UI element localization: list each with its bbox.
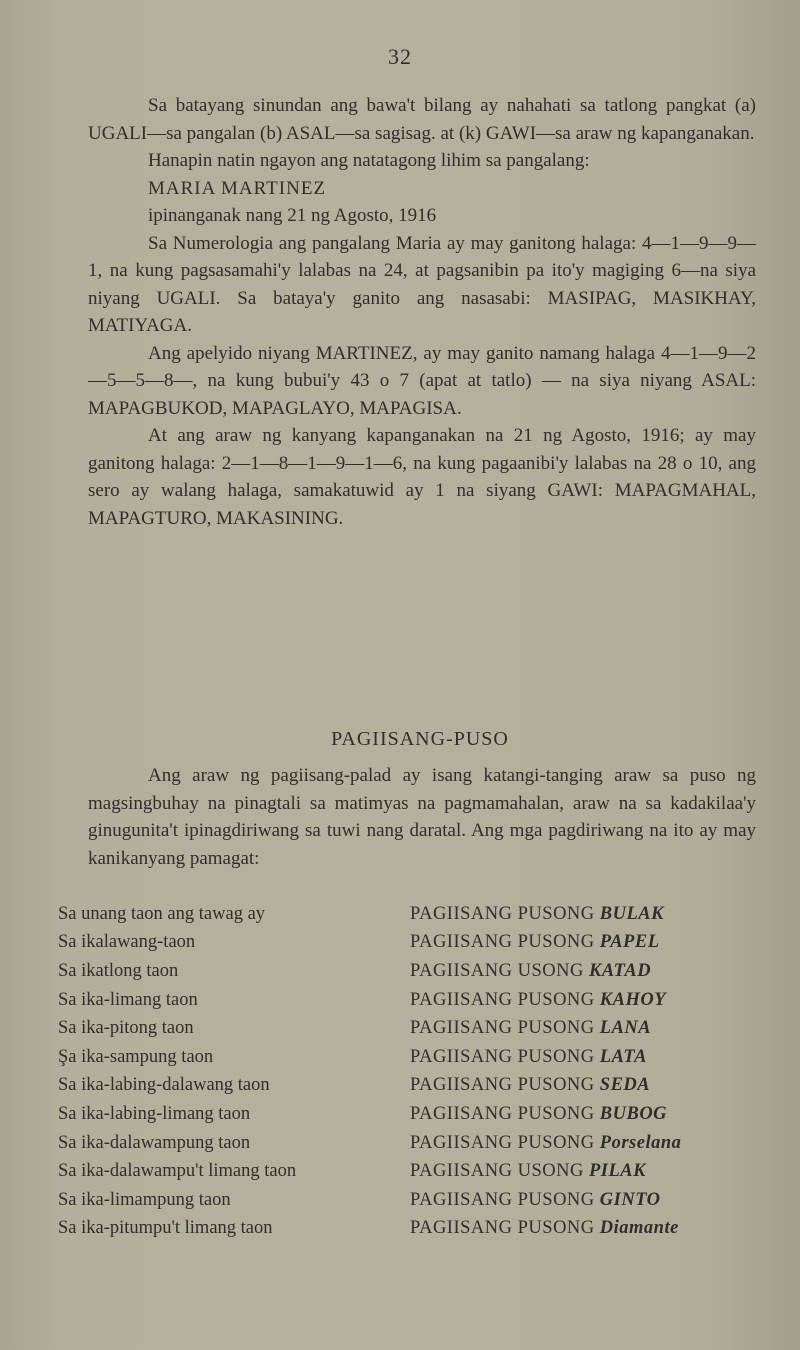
anniversary-row bbox=[58, 1186, 778, 1215]
anniversary-material: BULAK bbox=[599, 903, 664, 924]
anniversary-title bbox=[410, 961, 651, 982]
anniversary-material: SEDA bbox=[599, 1075, 651, 1096]
anniversary-row bbox=[58, 986, 778, 1015]
page-number: 32 bbox=[388, 44, 412, 69]
anniversary-material: Porselana bbox=[599, 1132, 682, 1153]
anniversary-year: Sa ika-labing-limang taon bbox=[58, 1103, 251, 1124]
anniversary-year: Şa ika-sampung taon bbox=[58, 1046, 214, 1067]
intro-paragraph-1: Sa batayang sinundan ang bawa't bilang ay nahahati sa tatlong pangkat (a) UGALI—sa pangalan (b) ASAL—sa sagisag. at (k) GAWI—sa araw ng kapanganakan. bbox=[88, 95, 756, 144]
anniversary-year: Sa ika-limampung taon bbox=[58, 1189, 231, 1210]
section-title: PAGIISANG-PUSO bbox=[331, 728, 509, 750]
section-body bbox=[88, 762, 756, 872]
anniversary-title bbox=[410, 1075, 650, 1096]
anniversary-year: Sa ikalawang-taon bbox=[58, 932, 196, 953]
anniversary-material: GINTO bbox=[599, 1189, 661, 1210]
anniversary-row bbox=[58, 957, 778, 986]
intro-paragraph-5: At ang araw ng kanyang kapanganakan na 21 ng Agosto, 1916; ay may ganitong halaga: 2—1—8—1—9—1—6, na kung pagaanibi'y lalabas na 28 o 10, ang sero ay walang halaga, samakatuwid ay 1 na siyang GAWI: MAPAGMAHAL, MAPAGTURO, MAKASINING. bbox=[88, 425, 756, 529]
example-name: MARIA MARTINEZ bbox=[148, 177, 327, 199]
intro-paragraph-2: Hanapin natin ngayon ang natatagong lihim sa pangalang: bbox=[148, 150, 590, 171]
anniversary-prefix: PAGIISANG USONG bbox=[410, 960, 584, 981]
anniversary-prefix: PAGIISANG PUSONG bbox=[410, 903, 595, 924]
intro-paragraph-3: Sa Numerologia ang pangalang Maria ay may ganitong halaga: 4—1—9—9—1, na kung pagsasamahi'y lalabas na 24, at pagsanibin pa ito'y magiging 6—na siya niyang UGALI. Sa bataya'y ganito ang nasasabi: MASIPAG, MASIKHAY, MATIYAGA. bbox=[88, 232, 756, 336]
anniversary-material: KATAD bbox=[588, 960, 652, 981]
anniversary-material: LANA bbox=[599, 1018, 652, 1039]
anniversary-title bbox=[410, 1218, 679, 1239]
anniversary-row bbox=[58, 900, 778, 929]
anniversary-title bbox=[410, 990, 666, 1011]
anniversary-row bbox=[58, 1072, 778, 1101]
intro-text bbox=[88, 92, 756, 532]
anniversary-prefix: PAGIISANG PUSONG bbox=[410, 1046, 595, 1067]
anniversary-year: Sa ika-labing-dalawang taon bbox=[58, 1075, 270, 1096]
anniversary-material: Diamante bbox=[599, 1218, 679, 1239]
anniversary-year: Sa unang taon ang tawag ay bbox=[58, 903, 266, 924]
anniversary-year: Sa ika-pitumpu't limang taon bbox=[58, 1218, 273, 1239]
anniversary-material: PILAK bbox=[588, 1161, 646, 1182]
anniversary-title bbox=[410, 1190, 661, 1211]
anniversary-prefix: PAGIISANG PUSONG bbox=[410, 1132, 595, 1153]
anniversary-row bbox=[58, 1129, 778, 1158]
anniversary-prefix: PAGIISANG PUSONG bbox=[410, 1189, 595, 1210]
anniversary-prefix: PAGIISANG PUSONG bbox=[410, 989, 595, 1010]
anniversary-row bbox=[58, 929, 778, 958]
anniversary-title bbox=[410, 932, 660, 953]
anniversary-material: KAHOY bbox=[599, 989, 667, 1010]
anniversary-title bbox=[410, 1133, 681, 1154]
anniversary-title bbox=[410, 1104, 667, 1125]
anniversary-material: LATA bbox=[599, 1046, 648, 1067]
anniversary-row bbox=[58, 1157, 778, 1186]
anniversary-row bbox=[58, 1014, 778, 1043]
anniversary-year: Sa ika-limang taon bbox=[58, 989, 198, 1010]
anniversary-title bbox=[410, 1161, 646, 1182]
anniversary-title bbox=[410, 904, 664, 925]
anniversary-row bbox=[58, 1100, 778, 1129]
anniversary-row bbox=[58, 1215, 778, 1244]
anniversary-year: Sa ika-dalawampu't limang taon bbox=[58, 1161, 297, 1182]
anniversary-prefix: PAGIISANG PUSONG bbox=[410, 1218, 595, 1239]
anniversary-year: Sa ikatlong taon bbox=[58, 960, 179, 981]
section-paragraph: Ang araw ng pagiisang-palad ay isang katangi-tanging araw sa puso ng magsingbuhay na pinagtali sa matimyas na pagmamahalan, araw na sa kadakilaa'y ginugunita't ipinagdiriwang sa tuwi nang daratal. Ang mga pagdiriwang na ito ay may kanikanyang pamagat: bbox=[88, 765, 756, 869]
anniversary-list bbox=[58, 900, 778, 1243]
anniversary-material: BUBOG bbox=[599, 1103, 668, 1124]
anniversary-title bbox=[410, 1018, 651, 1039]
anniversary-title bbox=[410, 1047, 647, 1068]
anniversary-prefix: PAGIISANG PUSONG bbox=[410, 1018, 595, 1039]
anniversary-year: Sa ika-pitong taon bbox=[58, 1018, 194, 1039]
anniversary-prefix: PAGIISANG PUSONG bbox=[410, 1075, 595, 1096]
anniversary-prefix: PAGIISANG PUSONG bbox=[410, 1103, 595, 1124]
anniversary-year: Sa ika-dalawampung taon bbox=[58, 1132, 251, 1153]
example-birthdate: ipinanganak nang 21 ng Agosto, 1916 bbox=[148, 205, 437, 226]
anniversary-row bbox=[58, 1043, 778, 1072]
anniversary-prefix: PAGIISANG USONG bbox=[410, 1161, 584, 1182]
intro-paragraph-4: Ang apelyido niyang MARTINEZ, ay may ganito namang halaga 4—1—9—2—5—5—8—, na kung bubui'y 43 o 7 (apat at tatlo) — na siya niyang ASAL: MAPAGBUKOD, MAPAGLAYO, MAPAGISA. bbox=[88, 342, 756, 419]
anniversary-prefix: PAGIISANG PUSONG bbox=[410, 932, 595, 953]
anniversary-material: PAPEL bbox=[599, 932, 660, 953]
